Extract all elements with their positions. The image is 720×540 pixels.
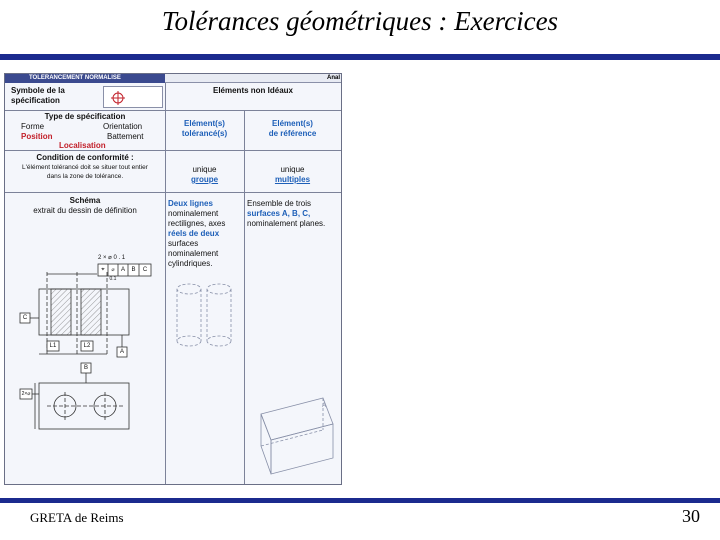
footer-organization: GRETA de Reims — [30, 510, 124, 525]
ref-desc-line1: Ensemble de trois — [247, 199, 312, 208]
slide-title: Tolérances géométriques : Exercices — [161, 6, 559, 36]
tol-element-header-1: Elément(s) — [184, 119, 225, 128]
tolerancing-sheet — [4, 73, 342, 485]
conformity-text-line1: L'élément tolérancé doit se situer tout entier — [22, 164, 148, 171]
tol-desc-line6: nominalement — [168, 249, 219, 258]
plane-a-label: A — [322, 403, 327, 409]
title-underline-bar — [0, 54, 720, 60]
dim-l1-label: L1 — [49, 343, 57, 349]
type-orientation: Orientation — [103, 122, 143, 131]
dim-l2-label: L2 — [83, 343, 91, 349]
non-ideal-header: Eléments non Idéaux — [212, 86, 294, 95]
schema-subtitle: extrait du dessin de définition — [33, 206, 137, 215]
frame-top-label: 2 × ⌀ 0 . 1 — [98, 255, 126, 261]
frame-cell-value: ⌀ 0.1 — [109, 267, 117, 282]
tol-desc-line5: surfaces — [168, 239, 199, 248]
sheet-band-title: TOLERANCEMENT NORMALISE — [5, 74, 165, 83]
tol-element-header-2: tolérancé(s) — [181, 129, 228, 138]
symbol-label-line1: Symbole de la — [11, 86, 65, 95]
tol-desc-line2: nominalement — [168, 209, 219, 218]
type-position: Position — [21, 132, 53, 141]
datum-c-label: C — [22, 315, 28, 321]
ref-element-header-2: de référence — [268, 129, 317, 138]
tol-desc-line4: réels de deux — [168, 229, 220, 238]
conformity-title: Condition de conformité : — [36, 153, 134, 162]
ref-desc-line3: nominalement planes. — [247, 219, 326, 228]
type-title: Type de spécification — [44, 112, 126, 121]
tol-group: groupe — [190, 175, 219, 184]
tol-desc-line1: Deux lignes — [168, 199, 213, 208]
datum-b-label: B — [83, 365, 88, 371]
ref-element-header-1: Elément(s) — [272, 119, 313, 128]
definition-drawing — [5, 74, 342, 485]
tol-unique: unique — [192, 165, 217, 174]
frame-cell-symbol: ⌖ — [101, 267, 105, 273]
type-battement: Battement — [107, 132, 144, 141]
type-forme: Forme — [21, 122, 45, 131]
tol-desc-line7: cylindriques. — [168, 259, 213, 268]
type-localisation: Localisation — [59, 141, 106, 150]
symbol-label-line2: spécification — [11, 96, 60, 105]
ref-multiple: multiples — [274, 175, 311, 184]
diameter-box-label: 2×⌀ — [21, 391, 31, 397]
frame-cell-b: B — [131, 267, 136, 273]
frame-cell-c: C — [142, 267, 148, 273]
sheet-band-tag: Anal — [326, 75, 340, 81]
datum-a-label: A — [119, 349, 124, 355]
schema-title: Schéma — [69, 196, 101, 205]
conformity-text-line2: dans la zone de tolérance. — [46, 173, 124, 180]
tol-desc-line3: rectilignes, axes — [168, 219, 226, 228]
page-number: 30 — [682, 506, 700, 526]
frame-cell-a: A — [120, 267, 125, 273]
ref-desc-line2: surfaces A, B, C, — [247, 209, 311, 218]
ref-unique: unique — [280, 165, 305, 174]
footer-bar — [0, 498, 720, 503]
